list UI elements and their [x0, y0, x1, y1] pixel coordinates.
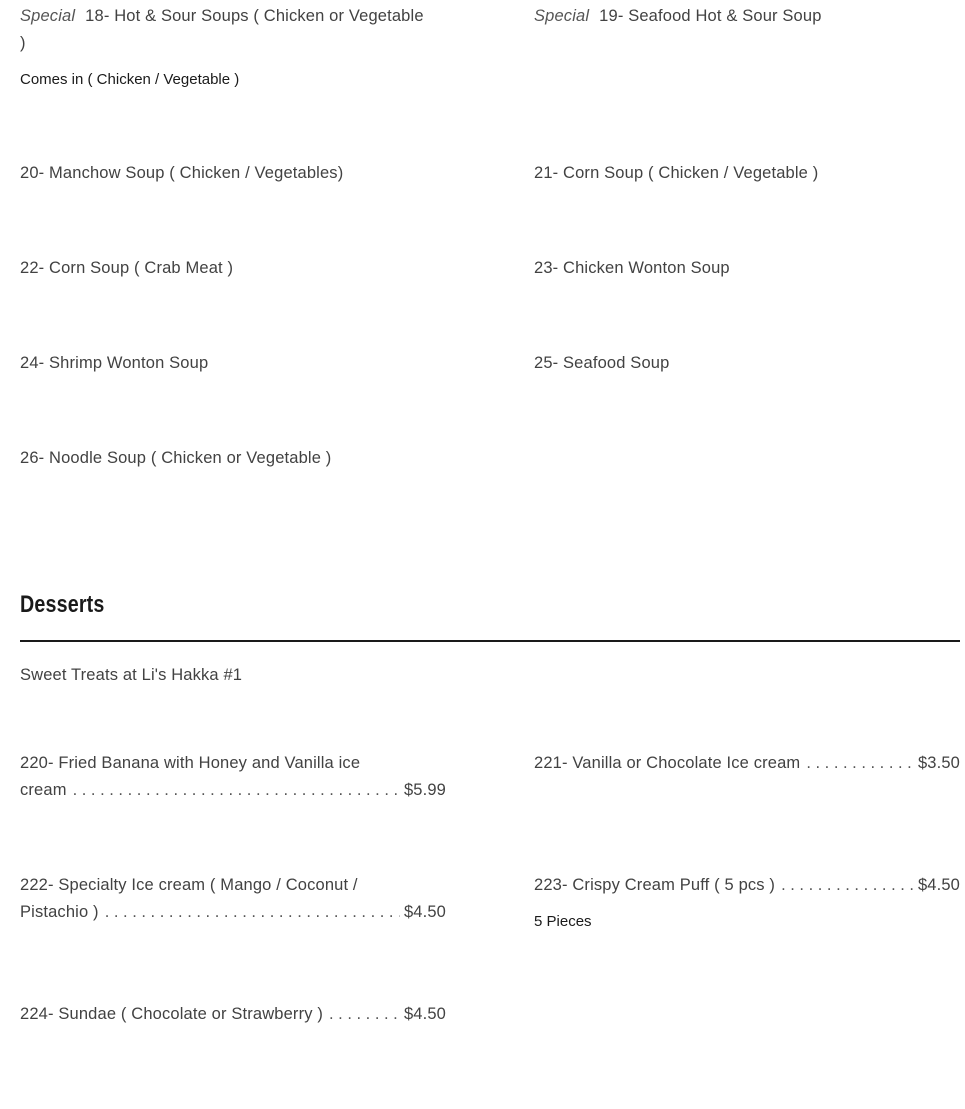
- leader-dots: [73, 777, 400, 804]
- menu-item-24: 24- Shrimp Wonton Soup: [20, 354, 209, 372]
- menu-item-name: 222- Specialty Ice cream ( Mango / Coconut /: [20, 876, 358, 894]
- menu-item-name: 220- Fried Banana with Honey and Vanilla ice: [20, 754, 361, 772]
- menu-item-price: $4.50: [403, 1005, 446, 1023]
- special-label: Special: [534, 7, 590, 25]
- menu-item-22: 22- Corn Soup ( Crab Meat ): [20, 259, 234, 277]
- menu-item-224: [20, 1001, 446, 1028]
- leader-dots: [105, 899, 400, 926]
- menu-item-name: 221- Vanilla or Chocolate Ice cream: [534, 754, 801, 772]
- leader-dots: [781, 872, 914, 899]
- section-heading: Desserts: [20, 591, 105, 618]
- menu-item-220: [20, 750, 446, 804]
- menu-item-23: 23- Chicken Wonton Soup: [534, 259, 730, 277]
- menu-item-price: $4.50: [403, 903, 446, 921]
- menu-item-price: $5.99: [403, 781, 446, 799]
- menu-item-25: 25- Seafood Soup: [534, 354, 670, 372]
- menu-item-name-continued: ): [20, 34, 26, 52]
- menu-item-222: [20, 872, 446, 926]
- menu-item-19: [534, 3, 822, 30]
- menu-item-18: [20, 3, 440, 57]
- special-label: Special: [20, 7, 76, 25]
- leader-dots: [329, 1001, 400, 1028]
- menu-item-description: 5 Pieces: [534, 913, 592, 930]
- menu-item-description: Comes in ( Chicken / Vegetable ): [20, 71, 240, 88]
- menu-item-name-continued: cream: [20, 781, 67, 799]
- menu-item-price: $4.50: [917, 876, 960, 894]
- leader-dots: [806, 750, 914, 777]
- section-subtitle: Sweet Treats at Li's Hakka #1: [20, 666, 243, 684]
- section-divider: [20, 640, 960, 642]
- menu-item-223: [534, 872, 960, 899]
- menu-item-21: 21- Corn Soup ( Chicken / Vegetable ): [534, 164, 819, 182]
- menu-item-price: $3.50: [917, 754, 960, 772]
- menu-item-26: 26- Noodle Soup ( Chicken or Vegetable ): [20, 449, 332, 467]
- menu-item-221: [534, 750, 960, 777]
- menu-item-name: 224- Sundae ( Chocolate or Strawberry ): [20, 1005, 323, 1023]
- menu-item-name: 223- Crispy Cream Puff ( 5 pcs ): [534, 876, 776, 894]
- menu-item-name-continued: Pistachio ): [20, 903, 99, 921]
- menu-item-name: 18- Hot & Sour Soups ( Chicken or Vegetable: [85, 7, 424, 25]
- menu-item-name: 19- Seafood Hot & Sour Soup: [599, 7, 822, 25]
- menu-item-20: 20- Manchow Soup ( Chicken / Vegetables): [20, 164, 344, 182]
